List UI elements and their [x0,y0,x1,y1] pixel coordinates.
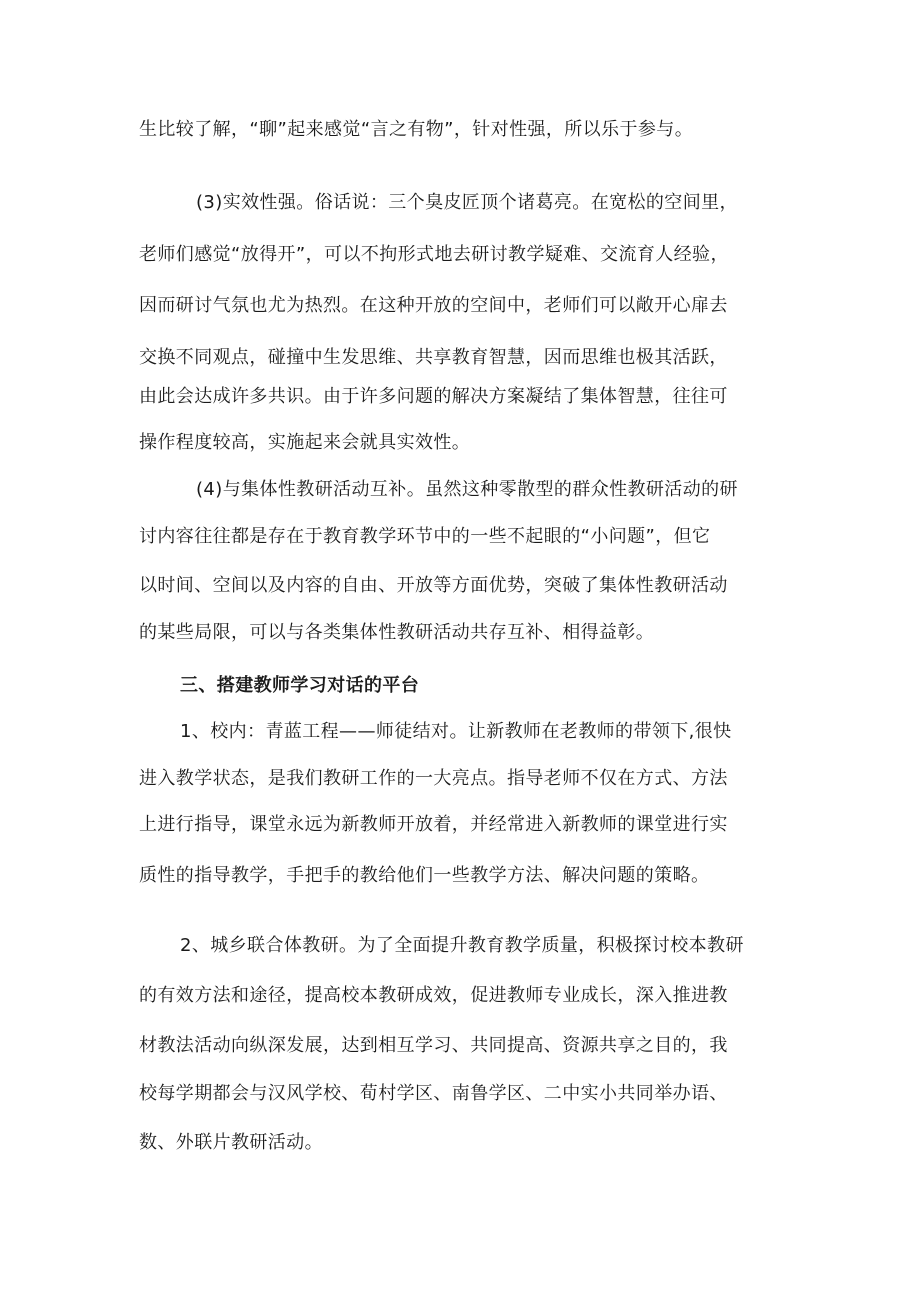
paragraph-line: 生比较了解，“聊”起来感觉“言之有物”，针对性强，所以乐于参与。 [139,119,694,140]
paragraph-line: 进入教学状态，是我们教研工作的一大亮点。指导老师不仅在方式、方法 [139,768,728,789]
paragraph-line: 操作程度较高，实施起来会就具实效性。 [139,432,471,453]
paragraph-line: 校每学期都会与汉风学校、荀村学区、南鲁学区、二中实小共同举办语、 [139,1083,728,1104]
paragraph-line: 由此会达成许多共识。由于许多问题的解决方案凝结了集体智慧，往往可 [139,386,728,407]
paragraph-line: 数、外联片教研活动。 [139,1132,323,1153]
paragraph-line: 的有效方法和途径，提高校本教研成效，促进教师专业成长，深入推进教 [139,985,728,1006]
paragraph-line: 1、校内：青蓝工程——师徒结对。让新教师在老教师的带领下,很快 [180,721,732,742]
paragraph-line: 材教法活动向纵深发展，达到相互学习、共同提高、资源共享之目的，我 [139,1035,728,1056]
paragraph-line: 讨内容往往都是存在于教育教学环节中的一些不起眼的“小问题”，但它 [139,526,711,547]
section-heading: 三、搭建教师学习对话的平台 [180,675,420,696]
paragraph-line: 以时间、空间以及内容的自由、开放等方面优势，突破了集体性教研活动 [139,575,728,596]
paragraph-line: 质性的指导教学，手把手的教给他们一些教学方法、解决问题的策略。 [139,865,710,886]
paragraph-line: 老师们感觉“放得开”，可以不拘形式地去研讨教学疑难、交流育人经验， [139,244,729,265]
paragraph-line: 的某些局限，可以与各类集体性教研活动共存互补、相得益彰。 [139,622,655,643]
paragraph-line: 上进行指导，课堂永远为新教师开放着，并经常进入新教师的课堂进行实 [139,814,728,835]
paragraph-line: (4)与集体性教研活动互补。虽然这种零散型的群众性教研活动的研 [196,479,738,500]
paragraph-line: 交换不同观点，碰撞中生发思维、共享教育智慧，因而思维也极其活跃， [139,347,728,368]
paragraph-line: 2、城乡联合体教研。为了全面提升教育教学质量，积极探讨校本教研 [180,935,744,956]
paragraph-line: 因而研讨气氛也尤为热烈。在这种开放的空间中，老师们可以敞开心扉去 [139,295,728,316]
paragraph-line: (3)实效性强。俗话说：三个臭皮匠顶个诸葛亮。在宽松的空间里， [196,192,738,213]
